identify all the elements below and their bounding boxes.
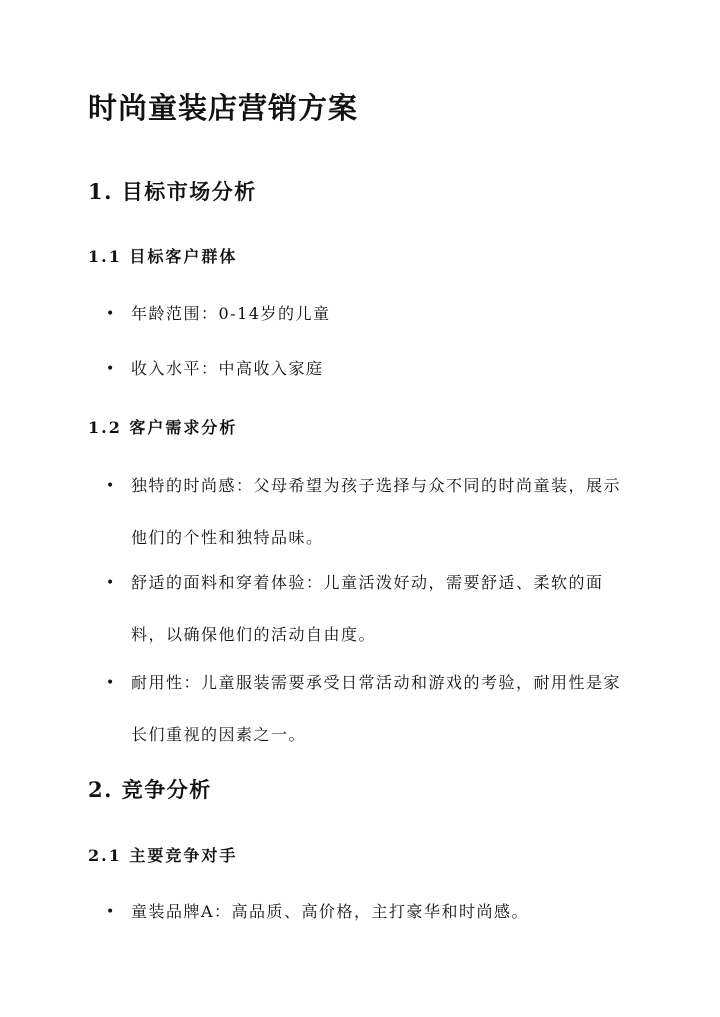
- bullet-icon: •: [106, 575, 116, 591]
- list-item-text: 年龄范围：0-14岁的儿童: [131, 304, 331, 323]
- document-title: 时尚童装店营销方案: [88, 91, 359, 125]
- bullet-icon: •: [106, 306, 116, 322]
- list-item: [106, 886, 626, 938]
- list-item-text: 童装品牌A：高品质、高价格，主打豪华和时尚感。: [131, 902, 530, 921]
- list-item: [106, 557, 626, 661]
- list-item: [106, 460, 626, 564]
- section-heading-target-market: 1. 目标市场分析: [88, 179, 257, 204]
- list-item: [106, 657, 626, 761]
- bullet-icon: •: [106, 478, 116, 494]
- list-item-text: 收入水平：中高收入家庭: [131, 359, 324, 378]
- bullet-icon: •: [106, 361, 116, 377]
- list-item-text: 独特的时尚感：父母希望为孩子选择与众不同的时尚童装，展示他们的个性和独特品味。: [131, 476, 622, 547]
- bullet-icon: •: [106, 904, 116, 920]
- list-item: [106, 288, 626, 340]
- list-item-text: 舒适的面料和穿着体验：儿童活泼好动，需要舒适、柔软的面料，以确保他们的活动自由度。: [131, 573, 604, 644]
- subsection-heading-competitors: 2.1 主要竞争对手: [88, 846, 238, 865]
- section-heading-competition: 2. 竞争分析: [88, 777, 212, 802]
- list-item: [106, 343, 626, 395]
- list-item-text: 耐用性：儿童服装需要承受日常活动和游戏的考验，耐用性是家长们重视的因素之一。: [131, 673, 622, 744]
- bullet-icon: •: [106, 675, 116, 691]
- subsection-heading-target-customers: 1.1 目标客户群体: [88, 247, 238, 266]
- subsection-heading-customer-needs: 1.2 客户需求分析: [88, 418, 238, 437]
